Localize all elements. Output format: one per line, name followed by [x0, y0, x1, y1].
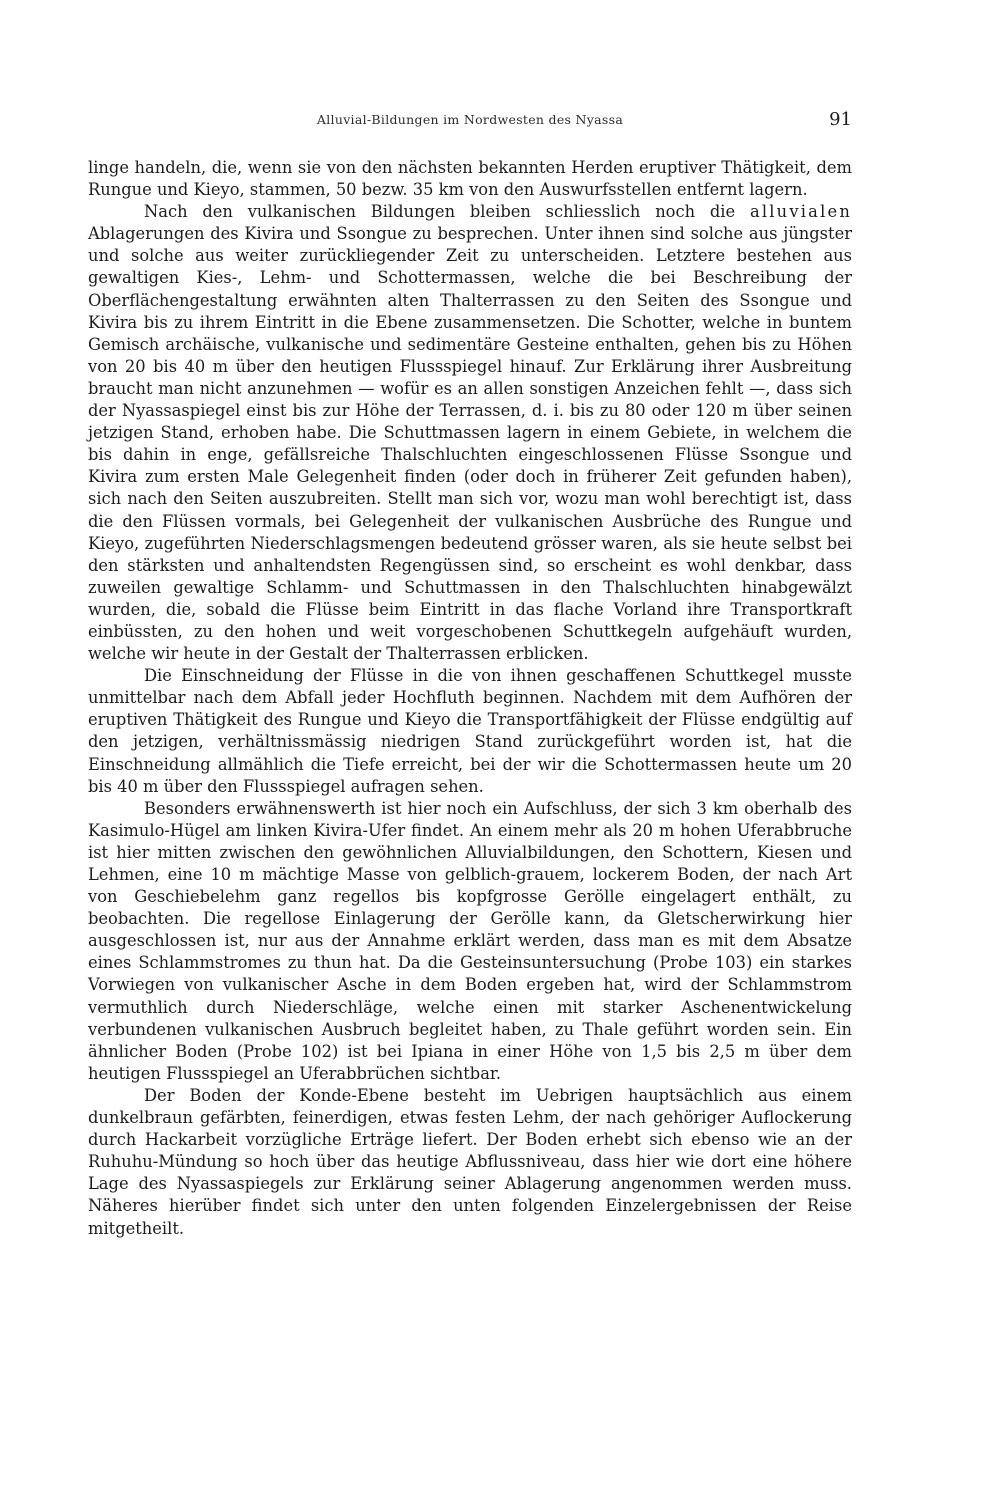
- body-text: [88, 157, 852, 1240]
- running-title: Alluvial-Bildungen im Nordwesten des Nyassa: [316, 112, 624, 127]
- paragraph-konde-plain: Der Boden der Konde-Ebene besteht im Uebrigen hauptsächlich aus einem dunkelbraun gefärbten, feinerdigen, etwas festen Lehm, der nach gehöriger Auflockerung durch Hackarbeit vorzügliche Erträge liefert. Der Boden erhebt sich ebenso wie an der Ruhuhu-Mündung so hoch über das heutige Abflussniveau, dass hier wie dort eine höhere Lage des Nyassaspiegels zur Erklärung seiner Ablagerung angenommen werden muss. Näheres hierüber findet sich unter den unten folgenden Einzelergebnissen der Reise mitgetheilt.: [88, 1085, 852, 1238]
- paragraph-river-incision: Die Einschneidung der Flüsse in die von ihnen geschaffenen Schuttkegel musste unmittelbar nach dem Abfall jeder Hochfluth beginnen. Nachdem mit dem Aufhören der eruptiven Thätigkeit des Rungue und Kieyo die Transportfähigkeit der Flüsse endgültig auf den jetzigen, verhältnissmässig niedrigen Stand zurückgeführt worden ist, hat die Einschneidung allmählich die Tiefe erreicht, bei der wir die Schottermassen heute um 20 bis 40 m über den Flussspiegel aufragen sehen.: [88, 666, 852, 796]
- paragraph-text: Ablagerungen des Kivira und Ssongue zu besprechen. Unter ihnen sind solche aus jüngster und solche aus weiter zurückliegender Zeit zu unterscheiden. Letztere bestehen aus gewaltigen Kies-, Lehm- und Schottermassen, welche die bei Beschreibung der Oberflächengestaltung erwähnten alten Thalterrassen zu den Seiten des Ssongue und Kivira bis zu ihrem Eintritt in die Ebene zusammensetzen. Die Schotter, welche in buntem Gemisch archäische, vulkanische und sedimentäre Gesteine enthalten, gehen bis zu Höhen von 20 bis 40 m über den heutigen Flussspiegel hinauf. Zur Erklärung ihrer Ausbreitung braucht man nicht anzunehmen — wofür es an allen sonstigen Anzeichen fehlt —, dass sich der Nyassaspiegel einst bis zur Höhe der Terrassen, d. i. bis zu 80 oder 120 m über seinen jetzigen Stand, erhoben habe. Die Schuttmassen lagern in einem Gebiete, in welchem die bis dahin in enge, gefällsreiche Thalschluchten eingeschlossenen Flüsse Ssongue und Kivira zum ersten Male Gelegenheit finden (oder doch in früherer Zeit gefunden haben), sich nach den Seiten auszubreiten. Stellt man sich vor, wozu man wohl berechtigt ist, dass die den Flüssen vormals, bei Gelegenheit der vulkanischen Ausbrüche des Rungue und Kieyo, zugeführten Niederschlagsmengen bedeutend grösser waren, als sie heute selbst bei den stärksten und anhaltendsten Regengüssen sind, so erscheint es wohl denkbar, dass zuweilen gewaltige Schlamm- und Schuttmassen in den Thalschluchten hinabgewälzt wurden, die, sobald die Flüsse beim Eintritt in das flache Vorland ihre Transportkraft einbüssten, zu den hohen und weit vorgeschobenen Schuttkegeln aufgehäuft wurden, welche wir heute in der Gestalt der Thalterrassen erblicken.: [88, 224, 852, 664]
- paragraph-kivira-exposure: Besonders erwähnenswerth ist hier noch ein Aufschluss, der sich 3 km oberhalb des Kasimulo-Hügel am linken Kivira-Ufer findet. An einem mehr als 20 m hohen Uferabbruche ist hier mitten zwischen den gewöhnlichen Alluvialbildungen, den Schottern, Kiesen und Lehmen, eine 10 m mächtige Masse von gelblich-grauem, lockerem Boden, der nach Art von Geschiebelehm ganz regellos bis kopfgrosse Gerölle eingelagert enthält, zu beobachten. Die regellose Einlagerung der Gerölle kann, da Gletscherwirkung hier ausgeschlossen ist, nur aus der Annahme erklärt werden, dass man es mit dem Absatze eines Schlammstromes zu thun hat. Da die Gesteinsuntersuchung (Probe 103) ein starkes Vorwiegen von vulkanischer Asche in dem Boden ergeben hat, wird der Schlammstrom vermuthlich durch Niederschläge, welche einen mit starker Aschenentwickelung verbundenen vulkanischen Ausbruch begleitet haben, zu Thale geführt worden sein. Ein ähnlicher Boden (Probe 102) ist bei Ipiana in einer Höhe von 1,5 bis 2,5 m über dem heutigen Flussspiegel an Uferabbrüchen sichtbar.: [88, 798, 852, 1083]
- paragraph-alluvial-deposits: [88, 201, 852, 665]
- page-number: 91: [829, 109, 852, 130]
- paragraph-text: Nach den vulkanischen Bildungen bleiben schliesslich noch die: [144, 202, 750, 222]
- paragraph-continuation: linge handeln, die, wenn sie von den nächsten bekannten Herden eruptiver Thätigkeit, dem Rungue und Kieyo, stammen, 50 bezw. 35 km von den Auswurfsstellen entfernt lagern.: [88, 158, 852, 200]
- running-header: [88, 109, 852, 136]
- emphasized-word: alluvialen: [749, 202, 852, 222]
